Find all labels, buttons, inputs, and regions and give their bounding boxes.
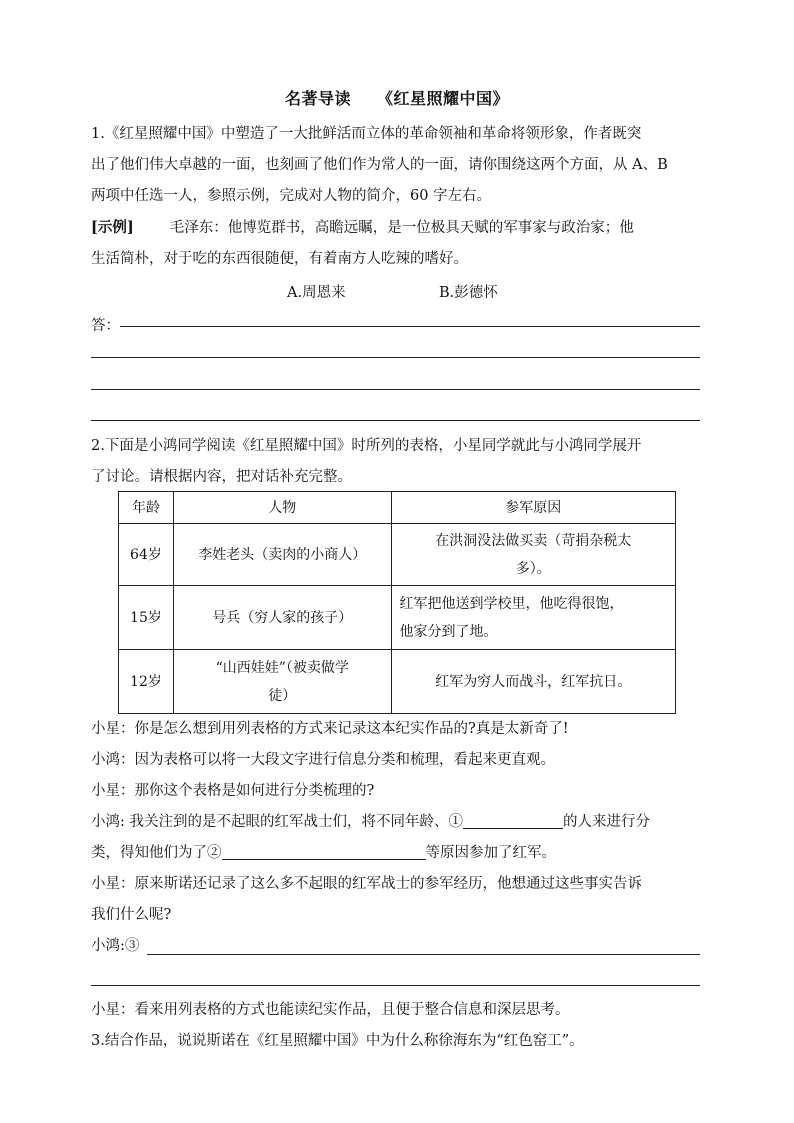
blank-2[interactable] <box>222 843 426 860</box>
answer-line-4[interactable] <box>91 420 700 421</box>
row-2-reason <box>391 586 675 650</box>
dialogue-line-5-b: 等原因参加了红军。 <box>425 845 556 861</box>
row-1-reason-line-2: 多）。 <box>515 560 551 577</box>
answer-line-1[interactable] <box>120 326 700 327</box>
dialogue-line-4 <box>91 807 711 838</box>
dialogue-line-4-a: 小鸿: 我关注到的是不起眼的红军战士们，将不同年龄、① <box>91 814 463 830</box>
row-1-age: 64岁 <box>119 524 174 586</box>
dialogue <box>91 714 711 962</box>
dialogue-line-8: 小星：看来用列表格的方式也能读纪实作品，且便于整合信息和深层思考。 <box>91 1002 570 1018</box>
dialogue-line-6b: 我们什么呢? <box>91 907 172 923</box>
title-part-2: 《红星照耀中国》 <box>377 89 510 108</box>
question-1 <box>91 119 711 275</box>
table-row <box>119 524 676 586</box>
question-1-line-2: 出了他们伟大卓越的一面，也刻画了他们作为常人的一面，请你围绕这两个方面，从 A、B <box>91 157 668 173</box>
answer-line-2[interactable] <box>91 357 700 358</box>
example-line-2: 生活简朴，对于吃的东西很随便，有着南方人吃辣的嗜好。 <box>91 251 468 267</box>
dialogue-line-2: 小鸿：因为表格可以将一大段文字进行信息分类和梳理，看起来更直观。 <box>91 752 555 768</box>
row-3-person <box>173 650 391 714</box>
dialogue-line-5 <box>91 838 711 869</box>
example-line-1 <box>91 212 711 244</box>
dialogue-line-1: 小星：你是怎么想到用列表格的方式来记录这本纪实作品的?真是太新奇了! <box>91 721 569 737</box>
answer-label: 答： <box>91 318 120 334</box>
row-2-reason-line-1: 红军把他送到学校里，他吃得很饱， <box>399 595 624 612</box>
question-1-line-1: 1.《红星照耀中国》中塑造了一大批鲜活而立体的革命领袖和革命将领形象，作者既突 <box>91 126 642 142</box>
row-2-person: 号兵（穷人家的孩子） <box>173 586 391 650</box>
option-a: A.周恩来 <box>287 285 346 301</box>
row-2-reason-line-2: 他家分到了地。 <box>399 623 498 640</box>
dialogue-line-3: 小星：那你这个表格是如何进行分类梳理的? <box>91 783 375 799</box>
answer-line-3[interactable] <box>91 389 700 390</box>
row-3-reason: 红军为穷人而战斗，红军抗日。 <box>391 650 675 714</box>
dialogue-end <box>91 995 711 1057</box>
header-age: 年龄 <box>119 492 174 524</box>
row-3-person-line-1: “山西娃娃”（被卖做学 <box>215 659 349 676</box>
dialogue-line-4-b: 的人来进行分 <box>563 814 650 830</box>
header-person: 人物 <box>173 492 391 524</box>
blank-1[interactable] <box>463 812 563 829</box>
question-2-line-1: 2.下面是小鸿同学阅读《红星照耀中国》时所列的表格，小星同学就此与小鸿同学展开 <box>91 438 642 454</box>
dialogue-line-5-a: 类，得知他们为了② <box>91 845 222 861</box>
question-3: 3.结合作品，说说斯诺在《红星照耀中国》中为什么称徐海东为“红色窑工”。 <box>91 1033 584 1049</box>
table-header-row <box>119 492 676 524</box>
row-1-person: 李姓老头（卖肉的小商人） <box>173 524 391 586</box>
row-1-reason <box>391 524 675 586</box>
blank-3-line-1[interactable] <box>147 954 700 955</box>
blank-3-line-2[interactable] <box>91 985 700 986</box>
dialogue-line-6a: 小星：原来斯诺还记录了这么多不起眼的红军战士的参军经历，他想通过这些事实告诉 <box>91 876 642 892</box>
option-b: B.彭德怀 <box>439 285 498 301</box>
question-2 <box>91 431 711 493</box>
title-part-1: 名著导读 <box>284 89 351 108</box>
row-1-reason-line-1: 在洪洞没法做买卖（苛捐杂税太 <box>435 532 632 549</box>
example-text-1: 毛泽东：他博览群书，高瞻远瞩，是一位极具天赋的军事家与政治家；他 <box>169 220 634 236</box>
recruit-table <box>118 491 676 714</box>
row-3-age: 12岁 <box>119 650 174 714</box>
dialogue-line-7: 小鸿:③ <box>91 938 140 954</box>
question-1-line-3: 两项中任选一人，参照示例，完成对人物的简介，60 字左右。 <box>91 188 492 204</box>
table-row <box>119 586 676 650</box>
header-reason: 参军原因 <box>391 492 675 524</box>
example-label: [示例] <box>91 219 134 236</box>
row-2-age: 15岁 <box>119 586 174 650</box>
table-row <box>119 650 676 714</box>
question-2-line-2: 了讨论。请根据内容，把对话补充完整。 <box>91 469 352 485</box>
row-3-person-line-2: 徒） <box>268 687 297 704</box>
page-title <box>0 86 794 109</box>
